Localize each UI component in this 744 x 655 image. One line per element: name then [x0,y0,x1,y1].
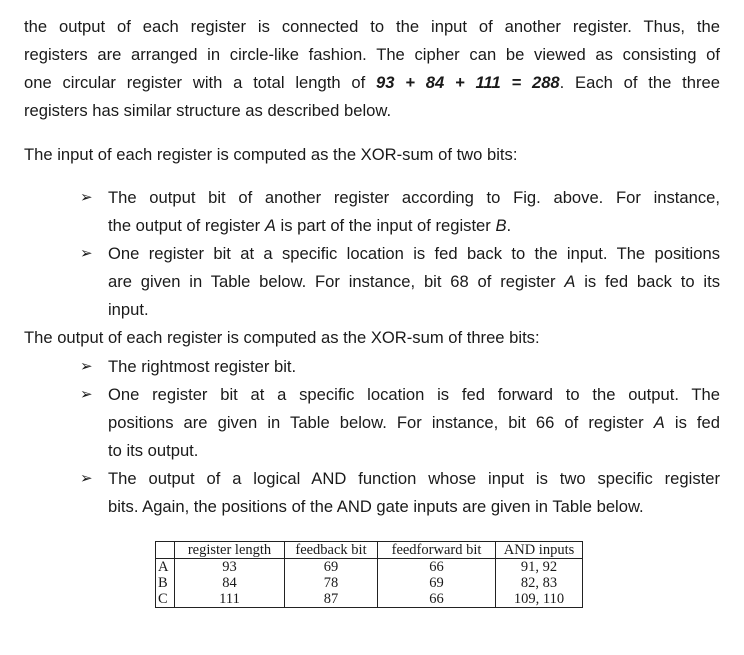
output-heading: The output of each register is computed as the XOR-sum of three bits: [24,328,540,347]
intro-line-4: registers has similar structure as described below. [24,101,392,120]
table-header-row [156,542,583,559]
table-cell: 93 [175,559,285,576]
bullet-line: to its output. [108,441,199,460]
table-cell: 82, 83 [496,575,583,591]
table-cell: 87 [285,591,378,608]
table-row [156,575,583,591]
table-header-cell: feedforward bit [378,542,496,559]
table-cell: 84 [175,575,285,591]
table-header-cell: feedback bit [285,542,378,559]
table-cell: 91, 92 [496,559,583,576]
table-header-cell: AND inputs [496,542,583,559]
table-cell: 78 [285,575,378,591]
intro-line-3-text: one circular register with a total length of [24,73,376,92]
bullet-line: the output of register A is part of the input of register B. [108,216,512,235]
register-label: A [156,559,175,576]
output-bullet-list [80,353,720,521]
arrow-bullet-icon: ➢ [80,470,93,487]
table-cell: 111 [175,591,285,608]
table-header-cell: register length [175,542,285,559]
bullet-line: input. [108,300,149,319]
intro-paragraph [24,13,720,125]
list-item [80,353,720,381]
list-item [80,240,720,324]
register-label: B [156,575,175,591]
bullet-line: One register bit at a specific location is fed forward to the output. The [108,385,720,404]
arrow-bullet-icon: ➢ [80,245,93,262]
arrow-bullet-icon: ➢ [80,189,93,206]
register-parameters-table [155,541,583,608]
intro-line-3 [24,69,720,97]
bullet-line: bits. Again, the positions of the AND gate inputs are given in Table below. [108,497,644,516]
bullet-line: One register bit at a specific location is fed back to the input. The positions [108,244,720,263]
input-heading: The input of each register is computed as the XOR-sum of two bits: [24,145,518,164]
bullet-line: positions are given in Table below. For instance, bit 66 of register A is fed [108,413,720,432]
table-cell: 66 [378,591,496,608]
list-item [80,465,720,521]
bullet-line: The rightmost register bit. [108,357,297,376]
register-label: C [156,591,175,608]
table-corner-cell [156,542,175,559]
table-cell: 66 [378,559,496,576]
arrow-bullet-icon: ➢ [80,386,93,403]
table-cell: 69 [285,559,378,576]
bullet-line: are given in Table below. For instance, bit 68 of register A is fed back to its [108,272,720,291]
input-bullet-list [80,184,720,324]
list-item [80,184,720,240]
bullet-line: The output of a logical AND function whose input is two specific register [108,469,720,488]
table-row [156,591,583,608]
table-cell: 109, 110 [496,591,583,608]
list-item [80,381,720,465]
intro-line-3-end: . Each of the three [559,73,720,92]
table-cell: 69 [378,575,496,591]
intro-line-2: registers are arranged in circle-like fashion. The cipher can be viewed as consisting of [24,45,720,64]
register-length-equation: 93 + 84 + 111 = 288 [376,73,560,92]
table-row [156,559,583,576]
arrow-bullet-icon: ➢ [80,358,93,375]
bullet-line: The output bit of another register according to Fig. above. For instance, [108,188,720,207]
intro-line-1: the output of each register is connected to the input of another register. Thus, the [24,17,720,36]
